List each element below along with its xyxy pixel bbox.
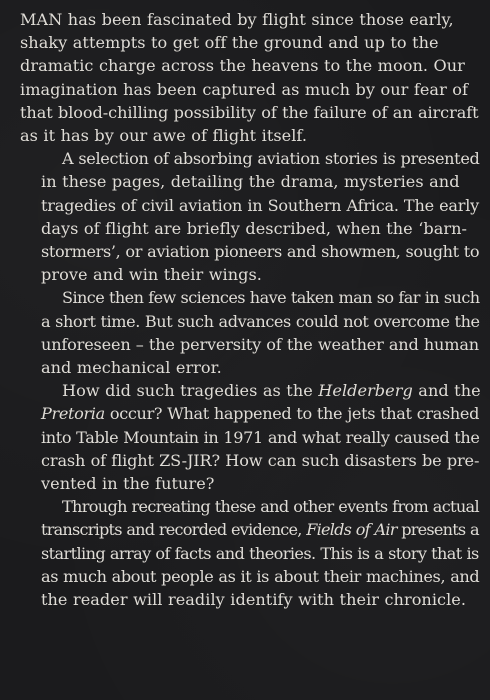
text-line	[20, 402, 478, 425]
text-line	[20, 101, 478, 124]
paragraph	[20, 147, 478, 286]
text-segment: occur? What happened to the jets that crashed	[104, 404, 480, 424]
text-segment: stormers’, or aviation pioneers and showmen, sought to	[41, 242, 480, 262]
text-segment: presents a	[396, 520, 479, 540]
text-line	[20, 263, 478, 286]
text-segment: shaky attempts to get off the ground and up to the	[20, 33, 439, 53]
text-line	[20, 147, 478, 170]
text-segment: as much about people as it is about their machines, and	[41, 566, 480, 586]
text-segment: dramatic charge across the heavens to the moon. Our	[20, 56, 465, 76]
text-line	[20, 78, 478, 101]
text-line	[20, 8, 478, 31]
text-segment: the reader will readily identify with their chronicle.	[41, 590, 467, 610]
blurb-text	[20, 8, 481, 611]
text-line	[20, 495, 478, 518]
text-line	[20, 217, 478, 240]
text-segment: crash of flight ZS-JIR? How can such disasters be pre-	[41, 450, 480, 470]
text-line	[20, 124, 478, 147]
text-line	[20, 472, 478, 495]
text-line	[20, 426, 478, 449]
italic-title: Pretoria	[41, 404, 105, 424]
text-segment: startling array of facts and theories. This is a story that is	[41, 543, 479, 563]
text-segment: imagination has been captured as much by our fear of	[20, 79, 469, 99]
text-line	[20, 356, 478, 379]
text-line	[20, 449, 478, 472]
text-segment: prove and win their wings.	[41, 265, 262, 285]
paragraph	[20, 8, 478, 147]
text-segment: as it has by our awe of flight itself.	[20, 126, 308, 146]
text-line	[20, 194, 478, 217]
text-segment: days of flight are briefly described, when the ‘barn-	[41, 218, 468, 238]
text-segment: Through recreating these and other events from actual	[62, 497, 479, 517]
text-segment: and mechanical error.	[41, 358, 222, 378]
text-segment: How did such tragedies as the	[62, 381, 319, 401]
text-segment: in these pages, detailing the drama, mysteries and	[41, 172, 460, 192]
text-segment: unforeseen – the perversity of the weather and human	[41, 334, 479, 354]
text-segment: tragedies of civil aviation in Southern Africa. The early	[41, 195, 479, 215]
text-line	[20, 310, 478, 333]
text-line	[20, 286, 478, 309]
text-segment: a short time. But such advances could not overcome the	[41, 311, 480, 331]
text-segment: vented in the future?	[41, 474, 215, 494]
text-segment: MAN has been fascinated by flight since those early,	[20, 10, 454, 29]
text-segment: Since then few sciences have taken man so far in such	[62, 288, 480, 308]
text-line	[20, 588, 478, 611]
text-line	[20, 565, 478, 588]
text-line	[20, 240, 478, 263]
text-line	[20, 54, 478, 77]
paragraph	[20, 286, 478, 379]
italic-title: Helderberg	[318, 381, 413, 401]
text-line	[20, 379, 481, 402]
text-line	[20, 333, 478, 356]
text-line	[20, 170, 478, 193]
text-line	[20, 31, 478, 54]
text-segment: that blood-chilling possibility of the failure of an aircraft	[20, 102, 479, 122]
text-segment: into Table Mountain in 1971 and what really caused the	[41, 427, 480, 447]
paragraph	[20, 495, 478, 611]
italic-title: Fields of Air	[306, 520, 397, 540]
text-segment: transcripts and recorded evidence,	[41, 520, 307, 540]
text-line	[20, 518, 478, 541]
text-segment: and the	[412, 381, 481, 401]
text-line	[20, 542, 478, 565]
text-segment: A selection of absorbing aviation stories is presented	[62, 149, 480, 169]
paragraph	[20, 379, 481, 495]
